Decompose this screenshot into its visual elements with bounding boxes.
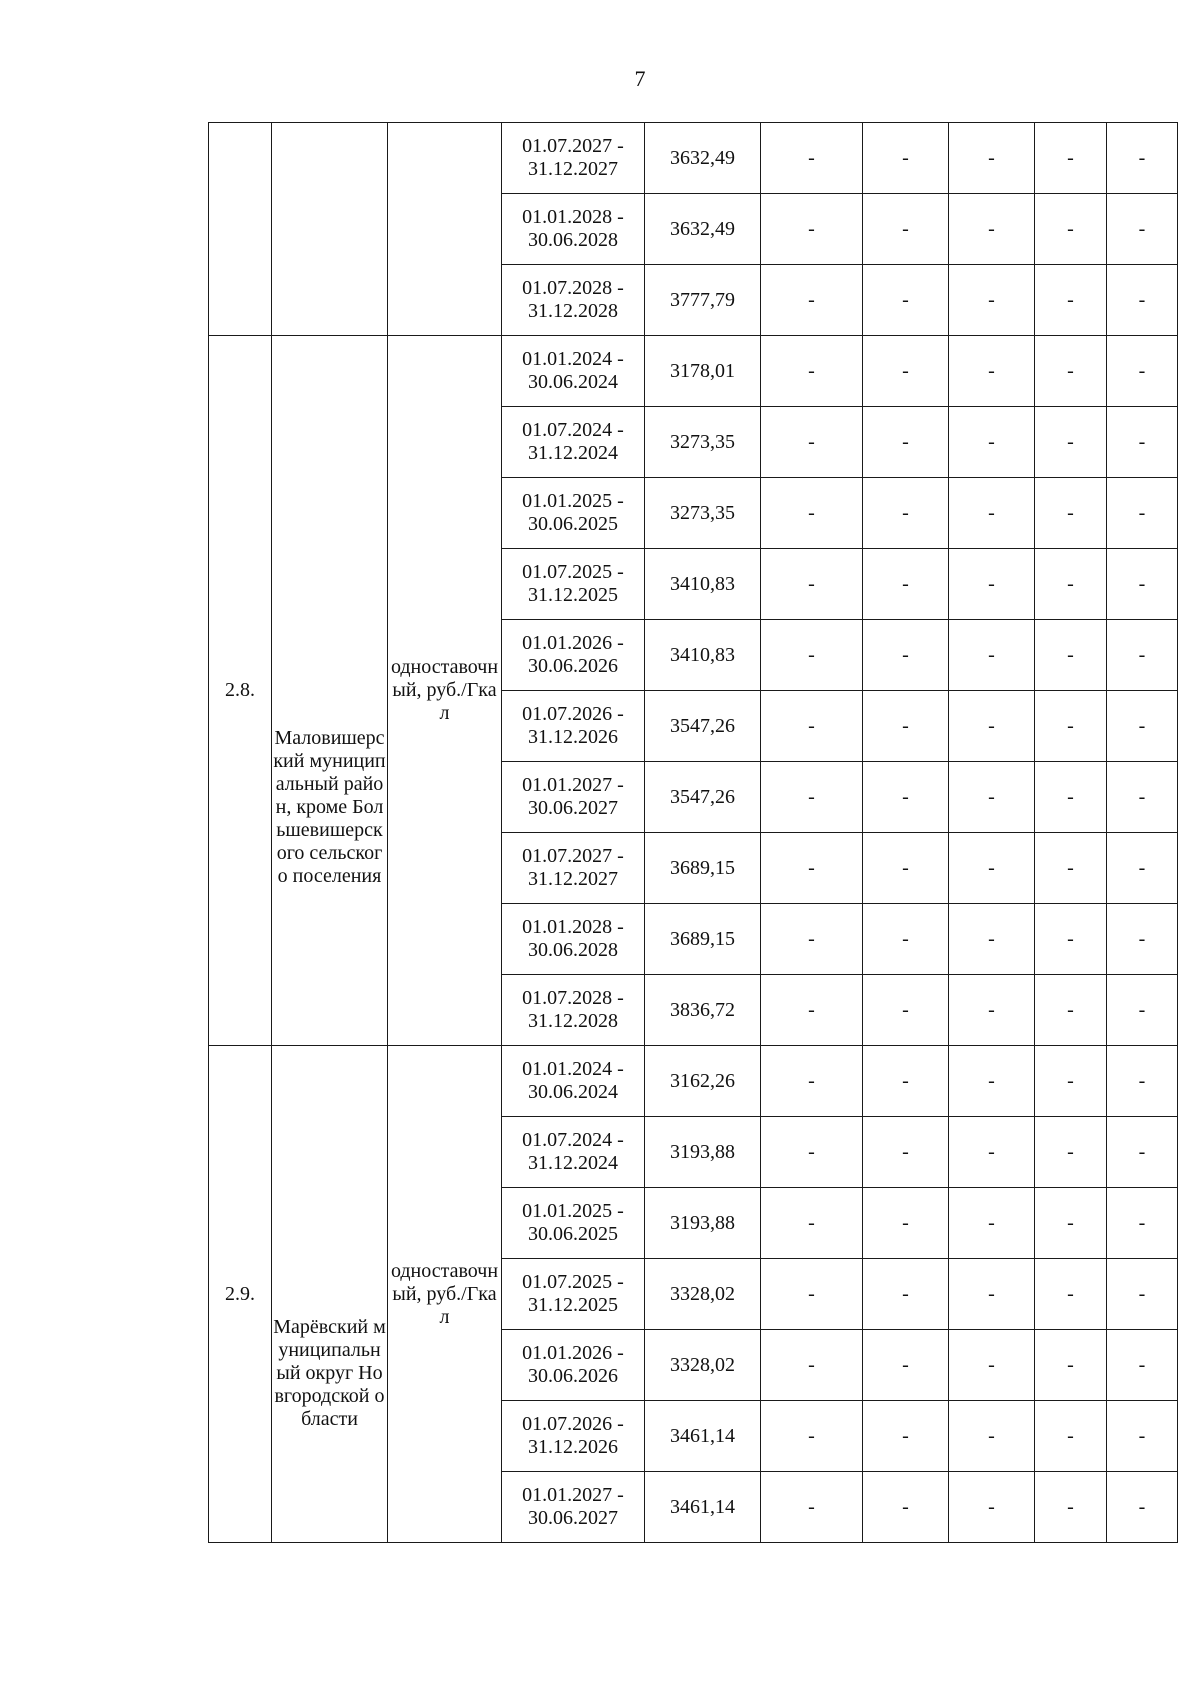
empty-value-cell: - — [949, 265, 1035, 336]
empty-value-cell: - — [1035, 691, 1107, 762]
period-cell: 01.07.2024 - 31.12.2024 — [502, 407, 645, 478]
empty-value-cell: - — [863, 549, 949, 620]
tariff-value-cell: 3836,72 — [645, 975, 761, 1046]
empty-value-cell: - — [761, 1330, 863, 1401]
empty-value-cell: - — [863, 478, 949, 549]
empty-value-cell: - — [1107, 265, 1178, 336]
empty-value-cell: - — [949, 407, 1035, 478]
empty-value-cell: - — [949, 1472, 1035, 1543]
empty-value-cell: - — [863, 904, 949, 975]
empty-value-cell: - — [1035, 833, 1107, 904]
tariff-value-cell: 3410,83 — [645, 549, 761, 620]
empty-value-cell: - — [949, 762, 1035, 833]
empty-value-cell: - — [863, 1472, 949, 1543]
empty-value-cell: - — [1035, 1259, 1107, 1330]
empty-value-cell: - — [863, 1259, 949, 1330]
period-cell: 01.01.2028 - 30.06.2028 — [502, 904, 645, 975]
empty-value-cell: - — [949, 478, 1035, 549]
empty-value-cell: - — [949, 1046, 1035, 1117]
tariff-value-cell: 3547,26 — [645, 691, 761, 762]
empty-value-cell: - — [863, 691, 949, 762]
empty-value-cell: - — [863, 1330, 949, 1401]
tariff-value-cell: 3689,15 — [645, 904, 761, 975]
empty-value-cell: - — [761, 1259, 863, 1330]
empty-value-cell: - — [1035, 1188, 1107, 1259]
empty-value-cell: - — [761, 691, 863, 762]
municipality-name: Маловишерский муниципальный район, кроме Большевишерского сельского поселения — [273, 727, 386, 887]
empty-value-cell: - — [949, 1259, 1035, 1330]
empty-value-cell: - — [761, 194, 863, 265]
empty-value-cell: - — [863, 762, 949, 833]
empty-value-cell: - — [1035, 762, 1107, 833]
municipality-name-cell — [272, 1046, 388, 1543]
empty-value-cell: - — [1035, 975, 1107, 1046]
empty-value-cell: - — [863, 1117, 949, 1188]
tariff-value-cell: 3632,49 — [645, 123, 761, 194]
tariff-value-cell: 3689,15 — [645, 833, 761, 904]
item-number-cell: 2.9. — [209, 1046, 272, 1543]
tariff-value-cell: 3410,83 — [645, 620, 761, 691]
empty-value-cell: - — [1107, 1401, 1178, 1472]
empty-value-cell: - — [863, 975, 949, 1046]
tariff-value-cell: 3178,01 — [645, 336, 761, 407]
municipality-name-cell — [272, 123, 388, 336]
period-cell: 01.07.2027 - 31.12.2027 — [502, 833, 645, 904]
empty-value-cell: - — [863, 336, 949, 407]
empty-value-cell: - — [1035, 407, 1107, 478]
empty-value-cell: - — [761, 478, 863, 549]
empty-value-cell: - — [1035, 123, 1107, 194]
empty-value-cell: - — [761, 1401, 863, 1472]
empty-value-cell: - — [1035, 904, 1107, 975]
empty-value-cell: - — [1107, 194, 1178, 265]
empty-value-cell: - — [949, 620, 1035, 691]
empty-value-cell: - — [949, 1401, 1035, 1472]
empty-value-cell: - — [1035, 1117, 1107, 1188]
tariff-value-cell: 3461,14 — [645, 1472, 761, 1543]
empty-value-cell: - — [1035, 1472, 1107, 1543]
period-cell: 01.01.2026 - 30.06.2026 — [502, 620, 645, 691]
empty-value-cell: - — [761, 1188, 863, 1259]
empty-value-cell: - — [1035, 265, 1107, 336]
municipality-name: Марёвский муниципальный округ Новгородской области — [273, 1315, 386, 1430]
tariff-value-cell: 3777,79 — [645, 265, 761, 336]
tariff-type-cell: одноставочный, руб./Гкал — [388, 336, 502, 1046]
empty-value-cell: - — [1107, 549, 1178, 620]
empty-value-cell: - — [949, 1188, 1035, 1259]
empty-value-cell: - — [1107, 123, 1178, 194]
tariff-type-cell: одноставочный, руб./Гкал — [388, 1046, 502, 1543]
empty-value-cell: - — [1035, 620, 1107, 691]
period-cell: 01.07.2026 - 31.12.2026 — [502, 1401, 645, 1472]
empty-value-cell: - — [1107, 975, 1178, 1046]
empty-value-cell: - — [1035, 478, 1107, 549]
empty-value-cell: - — [1107, 336, 1178, 407]
empty-value-cell: - — [1107, 620, 1178, 691]
empty-value-cell: - — [761, 1472, 863, 1543]
municipality-name-cell — [272, 336, 388, 1046]
tariff-type-cell — [388, 123, 502, 336]
tariff-value-cell: 3162,26 — [645, 1046, 761, 1117]
empty-value-cell: - — [863, 265, 949, 336]
empty-value-cell: - — [1035, 1401, 1107, 1472]
period-cell: 01.01.2027 - 30.06.2027 — [502, 1472, 645, 1543]
empty-value-cell: - — [1107, 833, 1178, 904]
period-cell: 01.01.2026 - 30.06.2026 — [502, 1330, 645, 1401]
empty-value-cell: - — [863, 123, 949, 194]
tariff-value-cell: 3328,02 — [645, 1330, 761, 1401]
tariff-value-cell: 3461,14 — [645, 1401, 761, 1472]
empty-value-cell: - — [761, 1046, 863, 1117]
empty-value-cell: - — [761, 1117, 863, 1188]
empty-value-cell: - — [863, 407, 949, 478]
period-cell: 01.01.2028 - 30.06.2028 — [502, 194, 645, 265]
tariff-value-cell: 3193,88 — [645, 1188, 761, 1259]
empty-value-cell: - — [863, 1401, 949, 1472]
empty-value-cell: - — [761, 975, 863, 1046]
period-cell: 01.01.2027 - 30.06.2027 — [502, 762, 645, 833]
empty-value-cell: - — [761, 620, 863, 691]
empty-value-cell: - — [1107, 691, 1178, 762]
period-cell: 01.01.2025 - 30.06.2025 — [502, 478, 645, 549]
empty-value-cell: - — [949, 1117, 1035, 1188]
period-cell: 01.01.2024 - 30.06.2024 — [502, 1046, 645, 1117]
empty-value-cell: - — [761, 407, 863, 478]
empty-value-cell: - — [863, 620, 949, 691]
empty-value-cell: - — [949, 975, 1035, 1046]
empty-value-cell: - — [1035, 549, 1107, 620]
empty-value-cell: - — [949, 549, 1035, 620]
table-row — [209, 123, 1178, 194]
period-cell: 01.07.2025 - 31.12.2025 — [502, 549, 645, 620]
empty-value-cell: - — [761, 123, 863, 194]
empty-value-cell: - — [761, 336, 863, 407]
empty-value-cell: - — [1107, 1117, 1178, 1188]
empty-value-cell: - — [761, 549, 863, 620]
tariff-table — [208, 122, 1178, 1543]
period-cell: 01.07.2028 - 31.12.2028 — [502, 265, 645, 336]
empty-value-cell: - — [761, 833, 863, 904]
empty-value-cell: - — [1107, 478, 1178, 549]
empty-value-cell: - — [949, 833, 1035, 904]
empty-value-cell: - — [1107, 407, 1178, 478]
empty-value-cell: - — [949, 904, 1035, 975]
item-number-cell — [209, 123, 272, 336]
period-cell: 01.07.2025 - 31.12.2025 — [502, 1259, 645, 1330]
empty-value-cell: - — [1035, 1330, 1107, 1401]
empty-value-cell: - — [949, 194, 1035, 265]
period-cell: 01.07.2026 - 31.12.2026 — [502, 691, 645, 762]
empty-value-cell: - — [1107, 1188, 1178, 1259]
empty-value-cell: - — [1107, 904, 1178, 975]
empty-value-cell: - — [1035, 1046, 1107, 1117]
table-row — [209, 1046, 1178, 1117]
empty-value-cell: - — [1107, 762, 1178, 833]
tariff-value-cell: 3273,35 — [645, 478, 761, 549]
empty-value-cell: - — [761, 265, 863, 336]
empty-value-cell: - — [949, 336, 1035, 407]
period-cell: 01.07.2027 - 31.12.2027 — [502, 123, 645, 194]
empty-value-cell: - — [863, 833, 949, 904]
empty-value-cell: - — [863, 194, 949, 265]
empty-value-cell: - — [1035, 194, 1107, 265]
empty-value-cell: - — [1035, 336, 1107, 407]
empty-value-cell: - — [949, 1330, 1035, 1401]
empty-value-cell: - — [1107, 1046, 1178, 1117]
period-cell: 01.01.2024 - 30.06.2024 — [502, 336, 645, 407]
table-row — [209, 336, 1178, 407]
item-number-cell: 2.8. — [209, 336, 272, 1046]
period-cell: 01.07.2024 - 31.12.2024 — [502, 1117, 645, 1188]
empty-value-cell: - — [1107, 1259, 1178, 1330]
period-cell: 01.01.2025 - 30.06.2025 — [502, 1188, 645, 1259]
empty-value-cell: - — [949, 691, 1035, 762]
tariff-value-cell: 3193,88 — [645, 1117, 761, 1188]
empty-value-cell: - — [761, 904, 863, 975]
page-number: 7 — [634, 66, 646, 91]
tariff-value-cell: 3273,35 — [645, 407, 761, 478]
tariff-value-cell: 3632,49 — [645, 194, 761, 265]
empty-value-cell: - — [863, 1188, 949, 1259]
empty-value-cell: - — [949, 123, 1035, 194]
tariff-table-body — [209, 123, 1178, 1543]
empty-value-cell: - — [863, 1046, 949, 1117]
empty-value-cell: - — [1107, 1472, 1178, 1543]
empty-value-cell: - — [761, 762, 863, 833]
period-cell: 01.07.2028 - 31.12.2028 — [502, 975, 645, 1046]
tariff-value-cell: 3328,02 — [645, 1259, 761, 1330]
tariff-value-cell: 3547,26 — [645, 762, 761, 833]
empty-value-cell: - — [1107, 1330, 1178, 1401]
